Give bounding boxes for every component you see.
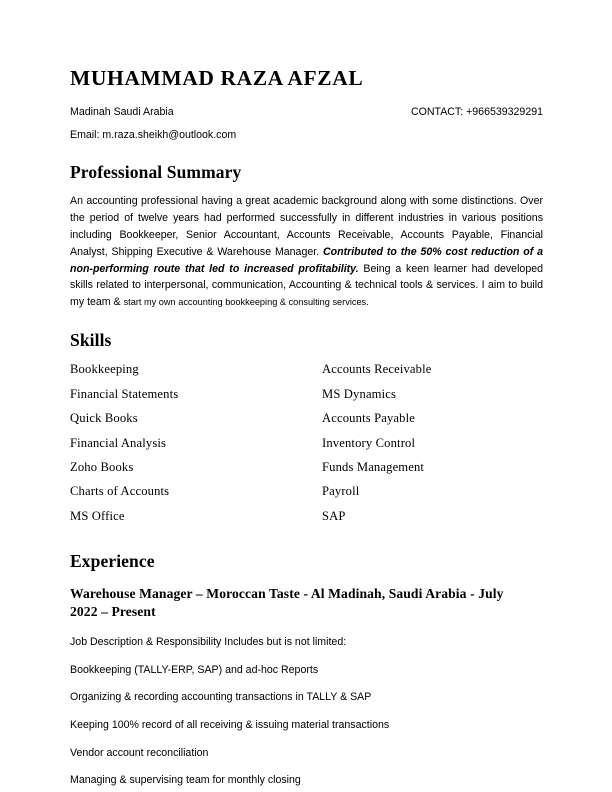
section-heading-professional-summary: Professional Summary [70,161,242,182]
job-title: Warehouse Manager – Moroccan Taste - Al Madinah, Saudi Arabia - July 2022 – Present [70,585,504,620]
candidate-email: Email: m.raza.sheikh@outlook.com [70,129,237,142]
skill-item: Payroll [322,484,360,499]
summary-emphasis-text: Contributed to the 50% cost reduction of a non-performing route that led to increased profitability. [70,245,543,275]
summary-text-tail: start my own accounting bookkeeping & consulting services. [123,297,369,308]
skill-row [70,362,543,386]
skill-row [70,484,543,508]
skill-row [70,509,543,533]
job-description-intro: Job Description & Responsibility Includes but is not limited: [70,635,347,648]
job-duty-item: Managing & supervising team for monthly closing [70,774,301,787]
candidate-name: MUHAMMAD RAZA AFZAL [70,66,364,90]
skill-item: Accounts Receivable [322,362,432,377]
skill-item: Funds Management [322,460,425,475]
skill-item: Quick Books [70,411,138,426]
skill-item: Financial Analysis [70,435,167,450]
summary-text-part-1: An accounting professional having a great academic background along with some distinctions. Over the period of twelve years had performed successfully in different industries in various positions including Bookkeeper, Senior Accountant, Accounts Receivable, Accounts Payable, Financial Analyst, Shipping Executive & Warehouse Manager. [70,195,543,258]
job-duty-item: Organizing & recording accounting transactions in TALLY & SAP [70,691,372,704]
resume-content [70,0,543,787]
skill-item: Financial Statements [70,386,179,401]
skill-item: Inventory Control [322,435,416,450]
job-duties-list [70,664,543,788]
skill-item: Accounts Payable [322,411,415,426]
job-duty-item: Vendor account reconciliation [70,746,209,759]
professional-summary-paragraph [70,193,543,311]
skill-item: Charts of Accounts [70,484,170,499]
experience-entry [70,585,543,787]
skill-row [70,387,543,411]
skill-item: MS Office [70,508,125,523]
job-duty-item: Bookkeeping (TALLY-ERP, SAP) and ad-hoc Reports [70,663,319,676]
skill-item: Bookkeeping [70,362,139,377]
summary-text-part-2: Being a keen learner had developed skills related to interpersonal, communication, Accounting & technical tools & services. I aim to build my team & [70,262,543,309]
section-heading-experience: Experience [70,551,155,572]
skill-item: MS Dynamics [322,386,397,401]
section-heading-skills: Skills [70,329,112,350]
skill-item: Zoho Books [70,460,134,475]
skill-item: SAP [322,508,346,523]
job-duty-item: Keeping 100% record of all receiving & issuing material transactions [70,719,390,732]
candidate-phone: CONTACT: +966539329291 [410,105,543,118]
skill-row [70,411,543,435]
skill-row [70,460,543,484]
contact-row [70,106,543,119]
skills-list [70,362,543,533]
candidate-location: Madinah Saudi Arabia [70,105,174,118]
skill-row [70,436,543,460]
